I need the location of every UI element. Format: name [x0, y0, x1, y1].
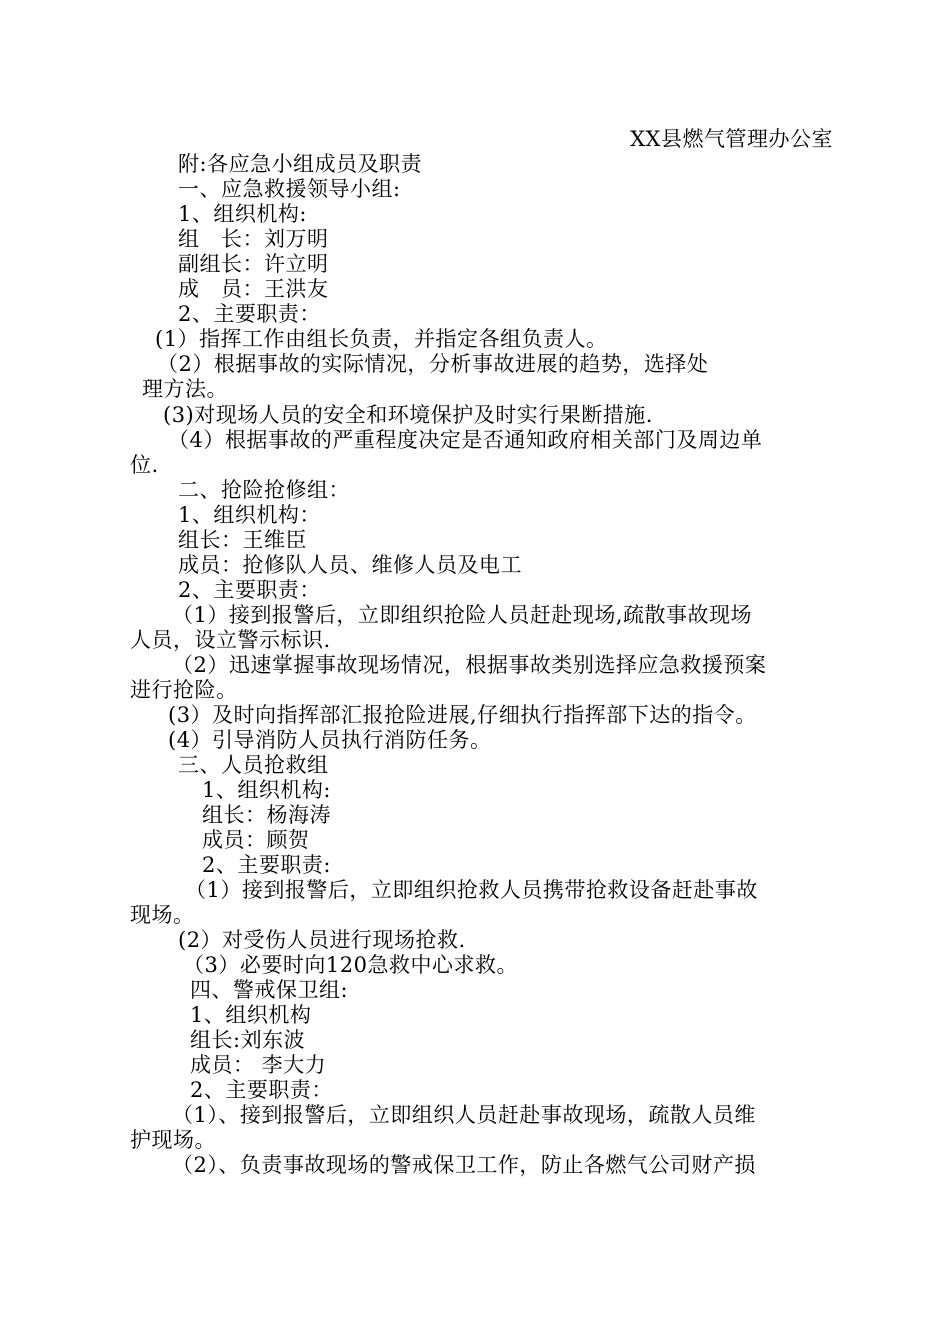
duty-line: (4）引导消防人员执行消防任务。 [168, 728, 492, 752]
duty-line: (3）及时向指挥部汇报抢险进展,仔细执行指挥部下达的指令。 [168, 703, 757, 727]
duty-heading: 2、主要职责： [178, 302, 321, 326]
member-line: 成员：顾贺 [202, 828, 310, 852]
org-heading: 1、组织机构: [202, 778, 331, 802]
duty-line: （2）、负责事故现场的警戒保卫工作，防止各燃气公司财产损 [172, 1153, 756, 1177]
member-line: 组长：王维臣 [178, 528, 307, 552]
duty-line: （2）根据事故的实际情况，分析事故进展的趋势，选择处 [157, 352, 709, 376]
duty-line: （3）必要时向120急救中心求救。 [183, 953, 518, 977]
member-line: 成员：抢修队人员、维修人员及电工 [178, 553, 522, 577]
section-heading: 一、应急救援领导小组: [178, 177, 401, 201]
duty-line: 护现场。 [130, 1128, 216, 1152]
section-heading: 三、人员抢救组 [178, 753, 329, 777]
duty-line: 进行抢险。 [130, 678, 238, 702]
office-name: XX县燃气管理办公室 [630, 127, 833, 151]
org-heading: 1、组织机构: [178, 202, 307, 226]
duty-heading: 2、主要职责： [190, 1078, 333, 1102]
duty-line: （1）接到报警后，立即组织抢救人员携带抢救设备赶赴事故 [185, 878, 758, 902]
attachment-title: 附:各应急小组成员及职责 [178, 152, 423, 176]
duty-line: (2）对受伤人员进行现场抢救. [178, 928, 466, 952]
org-heading: 1、组织机构： [178, 503, 321, 527]
duty-heading: 2、主要职责： [178, 578, 321, 602]
duty-line: (1）指挥工作由组长负责，并指定各组负责人。 [155, 327, 608, 351]
duty-line: 理方法。 [142, 377, 228, 401]
duty-line: 人员，设立警示标识. [130, 628, 331, 652]
member-line: 组 长：刘万明 [178, 227, 329, 251]
section-heading: 四、警戒保卫组: [190, 978, 349, 1002]
member-line: 成 员：王洪友 [178, 277, 329, 301]
org-heading: 1、组织机构 [190, 1003, 312, 1027]
member-line: 组长:刘东波 [190, 1028, 306, 1052]
member-line: 成员： 李大力 [190, 1053, 327, 1077]
member-line: 组长：杨海涛 [202, 803, 331, 827]
duty-line: 位. [130, 453, 159, 477]
duty-line: （1）、接到报警后，立即组织人员赶赴事故现场，疏散人员维 [172, 1103, 756, 1127]
duty-line: 现场。 [130, 903, 195, 927]
duty-line: （1）接到报警后，立即组织抢险人员赶赴现场,疏散事故现场 [172, 603, 753, 627]
duty-line: （4）根据事故的严重程度决定是否通知政府相关部门及周边单 [168, 428, 763, 452]
duty-line: (3)对现场人员的安全和环境保护及时实行果断措施. [163, 403, 653, 427]
duty-line: （2）迅速掌握事故现场情况，根据事故类别选择应急救援预案 [172, 653, 767, 677]
member-line: 副组长：许立明 [178, 252, 329, 276]
section-heading: 二、抢险抢修组： [178, 478, 350, 502]
duty-heading: 2、主要职责: [202, 853, 331, 877]
